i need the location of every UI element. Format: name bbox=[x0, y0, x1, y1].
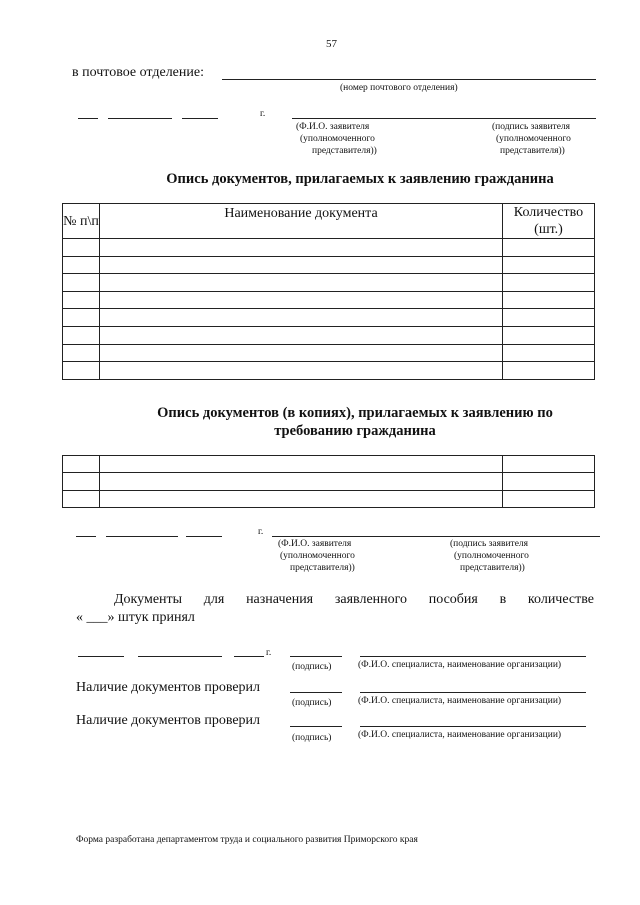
date2-month-line[interactable] bbox=[106, 536, 178, 537]
date3-month-line[interactable] bbox=[138, 656, 222, 657]
word: назначения bbox=[246, 592, 314, 607]
row-number-cell[interactable] bbox=[63, 490, 100, 507]
row-quantity-cell[interactable] bbox=[503, 456, 595, 473]
inventory-table bbox=[62, 203, 595, 380]
row-document-cell[interactable] bbox=[100, 239, 503, 257]
table-row bbox=[63, 490, 595, 507]
row-document-cell[interactable] bbox=[100, 274, 503, 292]
date2-day-line[interactable] bbox=[76, 536, 96, 537]
date2-year-mark: г. bbox=[258, 527, 264, 537]
row-document-cell[interactable] bbox=[100, 362, 503, 380]
applicant2-signature-line[interactable] bbox=[272, 536, 600, 537]
table-row bbox=[63, 309, 595, 327]
table-row bbox=[63, 473, 595, 490]
row-quantity-cell[interactable] bbox=[503, 362, 595, 380]
row-quantity-cell[interactable] bbox=[503, 344, 595, 362]
date-month-line[interactable] bbox=[108, 118, 172, 119]
post-office-caption: (номер почтового отделения) bbox=[340, 83, 458, 93]
row-document-cell[interactable] bbox=[100, 256, 503, 274]
row-number-cell[interactable] bbox=[63, 344, 100, 362]
row-quantity-cell[interactable] bbox=[503, 309, 595, 327]
applicant2-sign-caption: (подпись заявителя (уполномоченного представителя)) bbox=[450, 539, 529, 573]
applicant-signature-line[interactable] bbox=[292, 118, 596, 119]
date-year-mark: г. bbox=[260, 109, 266, 119]
row-number-cell[interactable] bbox=[63, 473, 100, 490]
specialist-fio-caption-2: (Ф.И.О. специалиста, наименование организации) bbox=[358, 696, 562, 706]
word: в bbox=[499, 592, 507, 607]
row-number-cell[interactable] bbox=[63, 362, 100, 380]
applicant-sign-caption: (подпись заявителя (уполномоченного представителя)) bbox=[492, 122, 571, 156]
word: Документы bbox=[114, 592, 183, 607]
copies-inventory-title-line1: Опись документов (в копиях), прилагаемых к заявлению по bbox=[157, 405, 553, 421]
row-quantity-cell[interactable] bbox=[503, 256, 595, 274]
specialist-sign-caption-3: (подпись) bbox=[292, 733, 332, 743]
row-quantity-cell[interactable] bbox=[503, 326, 595, 344]
acceptance-line1 bbox=[76, 592, 594, 608]
row-quantity-cell[interactable] bbox=[503, 490, 595, 507]
form-footer-note: Форма разработана департаментом труда и социального развития Приморского края bbox=[76, 835, 418, 845]
date-year-line[interactable] bbox=[182, 118, 218, 119]
date-day-line[interactable] bbox=[78, 118, 98, 119]
table-row bbox=[63, 456, 595, 473]
row-quantity-cell[interactable] bbox=[503, 239, 595, 257]
row-number-cell[interactable] bbox=[63, 291, 100, 309]
word: заявленного bbox=[334, 592, 408, 607]
word: пособия bbox=[428, 592, 478, 607]
page-number: 57 bbox=[326, 38, 337, 50]
row-document-cell[interactable] bbox=[100, 291, 503, 309]
table-row bbox=[63, 344, 595, 362]
post-office-label: в почтовое отделение: bbox=[72, 65, 204, 80]
row-document-cell[interactable] bbox=[100, 473, 503, 490]
header-quantity: Количество (шт.) bbox=[503, 204, 595, 239]
row-document-cell[interactable] bbox=[100, 344, 503, 362]
specialist-fio-line-3[interactable] bbox=[360, 726, 586, 727]
header-number: № п\п bbox=[63, 204, 100, 239]
row-quantity-cell[interactable] bbox=[503, 473, 595, 490]
date3-year-mark: г. bbox=[266, 648, 272, 658]
row-quantity-cell[interactable] bbox=[503, 291, 595, 309]
post-office-number-line[interactable] bbox=[222, 79, 596, 80]
row-number-cell[interactable] bbox=[63, 309, 100, 327]
word: для bbox=[203, 592, 225, 607]
row-quantity-cell[interactable] bbox=[503, 274, 595, 292]
table-row bbox=[63, 239, 595, 257]
specialist-fio-caption-1: (Ф.И.О. специалиста, наименование организации) bbox=[358, 660, 562, 670]
specialist-fio-caption-3: (Ф.И.О. специалиста, наименование организации) bbox=[358, 730, 562, 740]
inventory-title: Опись документов, прилагаемых к заявлению гражданина bbox=[166, 171, 554, 187]
row-number-cell[interactable] bbox=[63, 456, 100, 473]
specialist-sign-line-1[interactable] bbox=[290, 656, 342, 657]
applicant2-fio-caption: (Ф.И.О. заявителя (уполномоченного представителя)) bbox=[278, 539, 355, 573]
specialist-fio-line-1[interactable] bbox=[360, 656, 586, 657]
copies-inventory-title-line2: требованию гражданина bbox=[274, 423, 436, 439]
specialist-sign-line-3[interactable] bbox=[290, 726, 342, 727]
table-row bbox=[63, 326, 595, 344]
row-document-cell[interactable] bbox=[100, 309, 503, 327]
row-document-cell[interactable] bbox=[100, 456, 503, 473]
specialist-fio-line-2[interactable] bbox=[360, 692, 586, 693]
specialist-sign-caption-1: (подпись) bbox=[292, 662, 332, 672]
word: количестве bbox=[527, 592, 594, 607]
table-header-row bbox=[63, 204, 595, 239]
check-label-2: Наличие документов проверил bbox=[76, 713, 261, 728]
row-document-cell[interactable] bbox=[100, 326, 503, 344]
table-row bbox=[63, 274, 595, 292]
date3-year-line[interactable] bbox=[234, 656, 264, 657]
date2-year-line[interactable] bbox=[186, 536, 222, 537]
row-number-cell[interactable] bbox=[63, 239, 100, 257]
check-label-1: Наличие документов проверил bbox=[76, 680, 261, 695]
table-row bbox=[63, 291, 595, 309]
table-row bbox=[63, 256, 595, 274]
row-document-cell[interactable] bbox=[100, 490, 503, 507]
copies-inventory-table bbox=[62, 455, 595, 508]
specialist-sign-caption-2: (подпись) bbox=[292, 698, 332, 708]
applicant-fio-caption: (Ф.И.О. заявителя (уполномоченного представителя)) bbox=[296, 122, 377, 156]
row-number-cell[interactable] bbox=[63, 256, 100, 274]
specialist-sign-line-2[interactable] bbox=[290, 692, 342, 693]
date3-day-line[interactable] bbox=[78, 656, 124, 657]
row-number-cell[interactable] bbox=[63, 326, 100, 344]
acceptance-line2: « ___» штук принял bbox=[76, 610, 195, 625]
table-row bbox=[63, 362, 595, 380]
row-number-cell[interactable] bbox=[63, 274, 100, 292]
header-document-name: Наименование документа bbox=[100, 204, 503, 239]
